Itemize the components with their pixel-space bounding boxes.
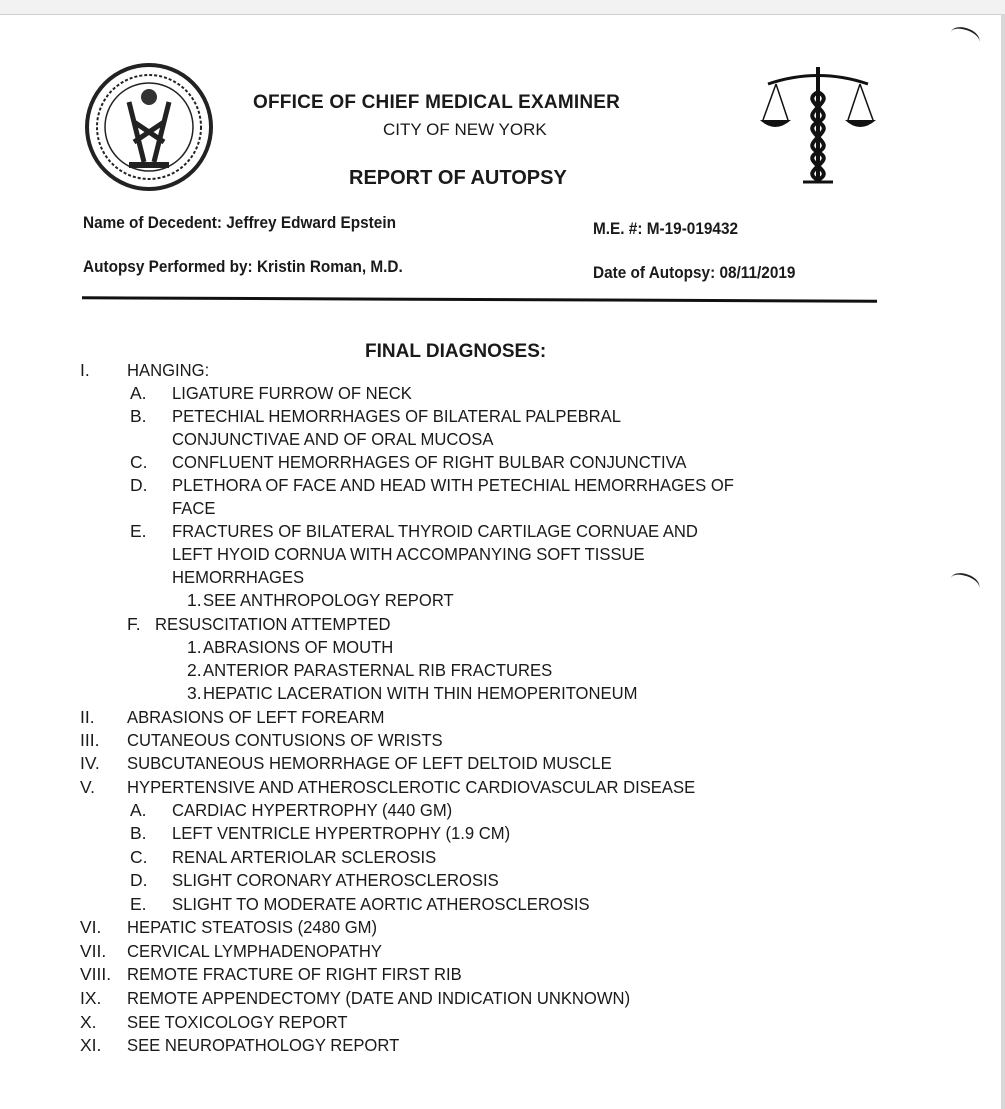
diagnosis-marker: C. bbox=[130, 846, 148, 867]
diagnosis-marker: VII. bbox=[80, 940, 107, 961]
diagnosis-line: CUTANEOUS CONTUSIONS OF WRISTS bbox=[127, 729, 443, 750]
scan-mark bbox=[948, 23, 982, 50]
diagnosis-line: LEFT HYOID CORNUA WITH ACCOMPANYING SOFT TISSUE bbox=[172, 544, 645, 565]
decedent-label: Name of Decedent: bbox=[83, 214, 222, 232]
diagnosis-line: PLETHORA OF FACE AND HEAD WITH PETECHIAL HEMORRHAGES OF bbox=[172, 474, 734, 495]
diagnosis-marker: D. bbox=[130, 870, 148, 891]
autopsy-date-field bbox=[593, 264, 795, 283]
diagnosis-marker: VIII. bbox=[80, 964, 112, 985]
diagnosis-line: RENAL ARTERIOLAR SCLEROSIS bbox=[172, 846, 437, 867]
diagnosis-marker: X. bbox=[80, 1011, 97, 1032]
diagnosis-marker: IV. bbox=[80, 753, 100, 774]
diagnosis-line: RESUSCITATION ATTEMPTED bbox=[155, 613, 391, 634]
diagnosis-marker: XI. bbox=[80, 1035, 102, 1056]
diagnosis-line: HANGING: bbox=[127, 360, 210, 380]
diagnosis-line: LIGATURE FURROW OF NECK bbox=[172, 382, 412, 403]
diagnosis-marker: B. bbox=[130, 823, 147, 844]
diagnosis-marker: 1. bbox=[187, 636, 202, 657]
decedent-field bbox=[83, 214, 396, 233]
diagnosis-marker: V. bbox=[80, 776, 95, 797]
me-value: M-19-019432 bbox=[646, 220, 739, 238]
scales-caduceus-icon bbox=[758, 62, 878, 187]
diagnosis-marker: III. bbox=[80, 729, 100, 750]
me-label: M.E. #: bbox=[593, 220, 643, 238]
diagnosis-line: HEPATIC STEATOSIS (2480 GM) bbox=[127, 917, 378, 938]
header-divider bbox=[82, 296, 877, 302]
date-value: 08/11/2019 bbox=[719, 264, 796, 282]
report-title: REPORT OF AUTOPSY bbox=[349, 167, 567, 189]
diagnosis-line: LEFT VENTRICLE HYPERTROPHY (1.9 CM) bbox=[172, 823, 511, 844]
date-label: Date of Autopsy: bbox=[593, 264, 716, 282]
office-title: OFFICE OF CHIEF MEDICAL EXAMINER bbox=[253, 92, 621, 113]
diagnosis-line: CARDIAC HYPERTROPHY (440 GM) bbox=[172, 799, 453, 820]
diagnosis-marker: A. bbox=[130, 799, 147, 820]
performed-value: Kristin Roman, M.D. bbox=[256, 258, 403, 276]
diagnosis-line: SUBCUTANEOUS HEMORRHAGE OF LEFT DELTOID MUSCLE bbox=[127, 753, 612, 774]
me-number-field bbox=[593, 220, 738, 239]
diagnosis-line: ABRASIONS OF LEFT FOREARM bbox=[127, 706, 385, 727]
viewer-top-bar bbox=[0, 0, 1005, 15]
diagnosis-line: ABRASIONS OF MOUTH bbox=[203, 636, 394, 657]
diagnosis-line: REMOTE FRACTURE OF RIGHT FIRST RIB bbox=[127, 964, 462, 985]
diagnosis-line: FACE bbox=[172, 497, 216, 518]
diagnosis-marker: B. bbox=[130, 405, 147, 426]
decedent-value: Jeffrey Edward Epstein bbox=[226, 214, 396, 232]
diagnosis-line: PETECHIAL HEMORRHAGES OF BILATERAL PALPEBRAL bbox=[172, 405, 622, 426]
diagnosis-marker: II. bbox=[80, 706, 95, 727]
diagnosis-line: SEE TOXICOLOGY REPORT bbox=[127, 1011, 348, 1032]
diagnosis-line: SEE NEUROPATHOLOGY REPORT bbox=[127, 1035, 400, 1056]
diagnosis-marker: C. bbox=[130, 451, 148, 472]
diagnosis-line: REMOTE APPENDECTOMY (DATE AND INDICATION UNKNOWN) bbox=[127, 988, 631, 1009]
diagnosis-line: HEPATIC LACERATION WITH THIN HEMOPERITONEUM bbox=[203, 683, 638, 704]
diagnosis-marker: A. bbox=[130, 382, 147, 403]
diagnosis-marker: E. bbox=[130, 893, 147, 914]
diagnosis-line: CERVICAL LYMPHADENOPATHY bbox=[127, 940, 382, 961]
diagnosis-marker: E. bbox=[130, 520, 147, 541]
diagnosis-line: ANTERIOR PARASTERNAL RIB FRACTURES bbox=[203, 659, 553, 680]
diagnosis-line: HEMORRHAGES bbox=[172, 567, 305, 588]
diagnosis-marker: IX. bbox=[80, 988, 102, 1009]
scan-mark bbox=[948, 569, 982, 596]
diagnosis-marker: F. bbox=[127, 613, 141, 634]
performed-label: Autopsy Performed by: bbox=[83, 258, 253, 276]
diagnosis-marker: 1. bbox=[187, 590, 202, 611]
diagnosis-marker: D. bbox=[130, 474, 148, 495]
performed-by-field bbox=[83, 258, 403, 277]
diagnosis-marker: I. bbox=[80, 360, 90, 380]
diagnosis-line: FRACTURES OF BILATERAL THYROID CARTILAGE CORNUAE AND bbox=[172, 520, 698, 541]
diagnosis-line: CONFLUENT HEMORRHAGES OF RIGHT BULBAR CONJUNCTIVA bbox=[172, 451, 687, 472]
diagnosis-line: CONJUNCTIVAE AND OF ORAL MUCOSA bbox=[172, 428, 494, 449]
diagnosis-marker: 3. bbox=[187, 683, 202, 704]
diagnosis-marker: VI. bbox=[80, 917, 102, 938]
diagnosis-line: SLIGHT CORONARY ATHEROSCLEROSIS bbox=[172, 870, 499, 891]
final-diagnoses-title: FINAL DIAGNOSES: bbox=[365, 341, 547, 362]
city-title: CITY OF NEW YORK bbox=[383, 120, 547, 139]
diagnosis-line: SEE ANTHROPOLOGY REPORT bbox=[203, 590, 454, 611]
diagnosis-line: HYPERTENSIVE AND ATHEROSCLEROTIC CARDIOVASCULAR DISEASE bbox=[127, 776, 696, 797]
diagnosis-line: SLIGHT TO MODERATE AORTIC ATHEROSCLEROSIS bbox=[172, 893, 590, 914]
viewer-scrollbar[interactable] bbox=[1001, 14, 1005, 1109]
diagnosis-marker: 2. bbox=[187, 659, 202, 680]
nyc-seal-icon bbox=[84, 62, 214, 192]
